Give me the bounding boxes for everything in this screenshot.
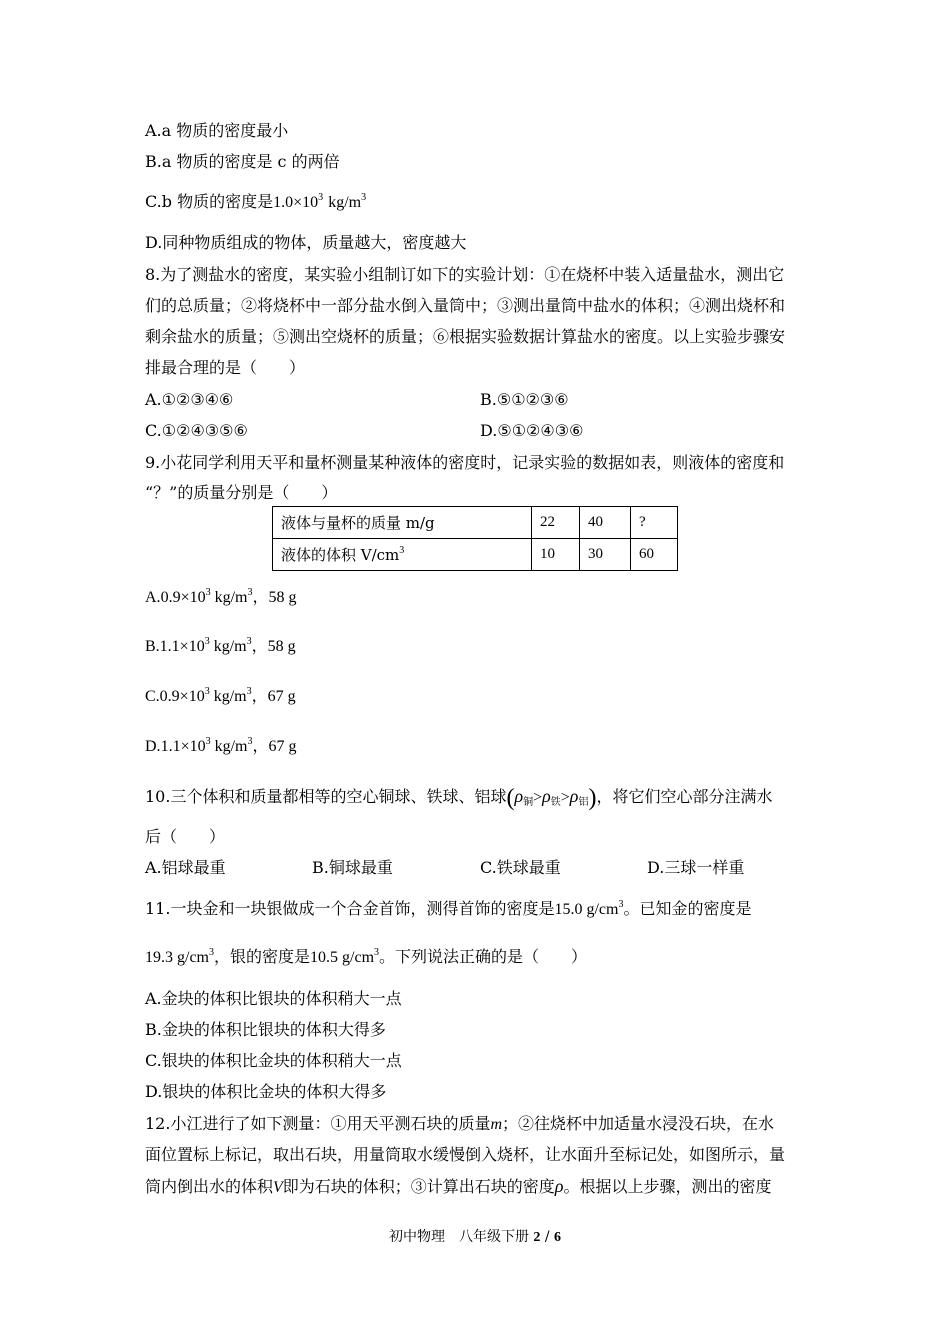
q11-option-b: B.金块的体积比银块的体积大得多 [145,1020,386,1039]
q10-option-b: B.铜球最重 [312,858,393,877]
q12-line-3 [145,1176,771,1198]
gold-density-exp: 3 [209,947,214,958]
table-label-exp: 3 [399,545,405,556]
q8-option-d: D.⑤①②④③⑥ [480,421,584,440]
q10-sub-al: 铝 [578,797,589,808]
option-letter: C. [145,688,160,705]
table-cell: 10 [532,539,580,571]
gt-symbol: > [560,789,570,806]
q8-option-c: C.①②④③⑤⑥ [145,421,248,440]
q7-option-a: A.a 物质的密度最小 [145,121,289,140]
q7-option-d: D.同种物质组成的物体，质量越大，密度越大 [145,233,467,252]
q8-option-a: A.①②③④⑥ [145,390,234,409]
option-mass: ，58 g [252,589,297,606]
table-cell: 60 [631,539,678,571]
table-cell: ? [631,507,678,539]
rho-symbol: ρ [569,786,579,806]
q12-suffix: ；②往烧杯中加适量水浸没石块，在水 [502,1114,775,1133]
table-row [273,507,678,539]
q8-line-3: 剩余盐水的质量；⑤测出空烧杯的质量；⑥根据实验数据计算盐水的密度。以上实验步骤安 [145,327,786,346]
option-value: 0.9×10 [160,589,206,606]
rho-symbol: ρ [554,1176,564,1196]
q10-line-2: 后（ ） [145,827,226,846]
alloy-density: 15.0 g/cm [554,901,619,918]
table-cell: 40 [580,507,631,539]
q12-line3-suffix: 。根据以上步骤，测出的密度 [563,1177,772,1196]
page-total: 6 [554,1230,562,1245]
option-unit-exp: 3 [246,636,252,647]
q9-option-c [145,687,296,707]
option-value: 1.1×10 [159,638,205,655]
q10-close-paren: ) [588,785,597,811]
option-unit: kg/m [213,688,247,705]
option-unit-exp: 3 [247,736,253,747]
q7-option-c-value: 1.0×10 [273,194,319,211]
table-label-text: 液体的体积 V/cm [281,546,400,564]
q7-option-c-unit-exp: 3 [361,192,367,203]
q7-option-c [145,192,366,213]
option-exp: 3 [204,636,210,647]
option-mass: ，67 g [251,688,296,705]
q8-line-1: 8.为了测盐水的密度，某实验小组制订如下的实验计划：①在烧杯中装入适量盐水，测出它 [145,265,785,284]
option-exp: 3 [205,736,211,747]
table-cell: 30 [580,539,631,571]
alloy-density-exp: 3 [618,899,624,910]
option-letter: B. [145,638,160,655]
option-value: 1.1×10 [160,738,206,755]
q11-option-a: A.金块的体积比银块的体积稍大一点 [145,989,402,1008]
q9-data-table [272,506,678,571]
table-cell-label: 液体与量杯的质量 m/g [273,507,532,539]
q11-prefix: 11.一块金和一块银做成一个合金首饰，测得首饰的密度是 [145,899,555,918]
q7-option-c-text: C.b 物质的密度是 [145,192,274,211]
q11-line-1 [145,899,751,920]
q7-option-b: B.a 物质的密度是 c 的两倍 [145,152,340,171]
q10-prefix: 10.三个体积和质量都相等的空心铜球、铁球、铝球 [145,787,507,806]
q9-line-2: “？”的质量分别是（ ） [145,483,338,502]
gold-density: 19.3 g/cm [145,949,209,966]
q11-line2-suffix: 。下列说法正确的是（ ） [379,947,588,966]
option-letter: D. [145,738,161,755]
silver-density: 10.5 g/cm [310,949,375,966]
option-unit-exp: 3 [246,686,252,697]
option-unit: kg/m [213,638,247,655]
q10-suffix: ，将它们空心部分注满水 [596,787,773,806]
q9-line-1: 9.小花同学利用天平和量杯测量某种液体的密度时，记录实验的数据如表，则液体的密度和 [145,453,785,472]
q10-line-1 [145,785,773,811]
q12-line3-mid: 即为石块的体积；③计算出石块的密度 [282,1177,555,1196]
option-unit: kg/m [214,738,248,755]
mass-symbol: m [490,1116,503,1133]
q8-option-b: B.⑤①②③⑥ [480,390,569,409]
table-row [273,539,678,571]
q8-line-4: 排最合理的是（ ） [145,358,306,377]
option-exp: 3 [204,686,210,697]
q10-option-c: C.铁球最重 [480,858,561,877]
rho-symbol: ρ [514,786,524,806]
q10-sub-fe: 铁 [550,797,561,808]
q10-sub-cu: 铜 [523,797,534,808]
page-footer [0,1226,950,1246]
page-number: 2 [533,1230,541,1245]
option-value: 0.9×10 [159,688,205,705]
q12-line-2: 面位置标上标记，取出石块，用量筒取水缓慢倒入烧杯，让水面升至标记处，如图所示，量 [145,1145,786,1164]
q11-option-c: C.银块的体积比金块的体积稍大一点 [145,1051,402,1070]
footer-label: 初中物理 八年级下册 [388,1229,529,1245]
q7-option-c-exp: 3 [318,192,324,203]
q11-line-2 [145,947,587,968]
gt-symbol: > [533,789,543,806]
q7-option-c-unit: kg/m [328,194,362,211]
table-cell-label [273,539,532,571]
q10-option-a: A.铝球最重 [145,858,226,877]
option-mass: ，67 g [252,738,297,755]
option-unit-exp: 3 [247,587,253,598]
option-unit: kg/m [214,589,248,606]
q12-prefix: 12.小江进行了如下测量：①用天平测石块的质量 [145,1114,491,1133]
option-exp: 3 [205,587,211,598]
option-mass: ，58 g [251,638,296,655]
q8-line-2: 们的总质量；②将烧杯中一部分盐水倒入量筒中；③测出量筒中盐水的体积；④测出烧杯和 [145,296,786,315]
q11-suffix: 。已知金的密度是 [623,899,752,918]
page-separator: / [544,1229,550,1245]
option-letter: A. [145,589,161,606]
q11-mid: ，银的密度是 [214,947,311,966]
q10-option-d: D.三球一样重 [647,858,745,877]
rho-symbol: ρ [542,786,551,806]
volume-symbol: V [273,1179,283,1196]
q9-option-d [145,737,297,757]
q9-option-b [145,637,296,657]
silver-density-exp: 3 [374,947,380,958]
q12-line-1 [145,1114,774,1135]
table-cell: 22 [532,507,580,539]
q10-open-paren: ( [506,785,515,811]
q9-option-a [145,588,297,608]
q12-line3-prefix: 筒内倒出水的体积 [145,1177,274,1196]
q11-option-d: D.银块的体积比金块的体积大得多 [145,1082,387,1101]
